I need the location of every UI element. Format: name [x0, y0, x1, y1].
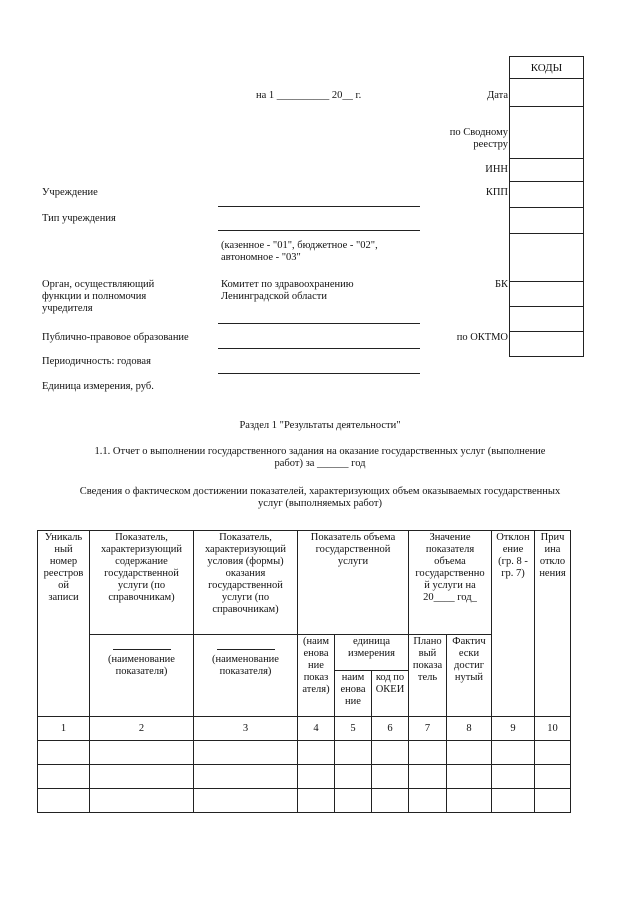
info-title: Сведения о фактическом достижении показателей, характеризующих объем оказываемых государственных услуг (выполняемых работ) — [79, 486, 561, 509]
header-actual: Фактич ески достиг нутый — [447, 635, 492, 717]
col-number: 2 — [90, 717, 194, 741]
col-number: 3 — [194, 717, 298, 741]
authority-value: Комитет по здравоохранению Ленинградской области — [221, 279, 354, 302]
code-cell-period[interactable] — [510, 307, 583, 332]
label-unit: Единица измерения, руб. — [42, 381, 154, 392]
header-okei-code: код по ОКЕИ — [372, 671, 409, 717]
institution-type-fill-line[interactable] — [218, 230, 420, 231]
table-row — [38, 765, 571, 789]
content-name-caption: (наименование показателя) — [108, 654, 175, 677]
table-cell[interactable] — [372, 765, 409, 789]
conditions-name-blank[interactable] — [217, 648, 275, 650]
label-bk: БК — [494, 279, 508, 290]
label-institution-type: Тип учреждения — [42, 213, 116, 224]
code-cell-inn[interactable] — [510, 159, 583, 182]
header-reason: Прич ина откло нения — [535, 531, 571, 717]
code-cell-date[interactable] — [510, 79, 583, 107]
label-periodicity: Периодичность: годовая — [42, 356, 151, 367]
table-cell[interactable] — [492, 741, 535, 765]
label-oktmo: по ОКТМО — [456, 332, 508, 343]
label-registry: по Сводному реестру — [449, 127, 508, 150]
institution-fill-line[interactable] — [218, 206, 420, 207]
col-number: 7 — [409, 717, 447, 741]
col-number: 1 — [38, 717, 90, 741]
col-number: 4 — [298, 717, 335, 741]
header-planned: Плано вый показа тель — [409, 635, 447, 717]
header-conditions-name — [194, 635, 298, 717]
institution-type-hint: (казенное - "01", бюджетное - "02", автономное - "03" — [221, 240, 378, 263]
table-cell[interactable] — [372, 741, 409, 765]
header-volume-indicator: Показатель объема государственной услуги — [298, 531, 409, 635]
table-cell[interactable] — [492, 789, 535, 813]
volume-indicators-table — [37, 530, 571, 813]
authority-fill-line[interactable] — [218, 323, 420, 324]
table-row — [38, 789, 571, 813]
table-cell[interactable] — [194, 789, 298, 813]
table-cell[interactable] — [38, 765, 90, 789]
table-cell[interactable] — [409, 741, 447, 765]
table-cell[interactable] — [38, 741, 90, 765]
table-cell[interactable] — [535, 765, 571, 789]
subsection-title: 1.1. Отчет о выполнении государственного задания на оказание государственных услуг (выполнение работ) за ______ год — [94, 446, 546, 469]
table-cell[interactable] — [90, 741, 194, 765]
table-cell[interactable] — [535, 741, 571, 765]
code-cell-oktmo[interactable] — [510, 282, 583, 307]
code-cell-unit[interactable] — [510, 332, 583, 357]
content-name-blank[interactable] — [113, 648, 171, 650]
col-number: 5 — [335, 717, 372, 741]
label-municipality: Публично-правовое образование — [42, 332, 189, 343]
label-authority: Орган, осуществляющий функции и полномочия учредителя — [42, 279, 155, 314]
table-cell[interactable] — [194, 741, 298, 765]
codes-header: КОДЫ — [510, 57, 583, 79]
col-number: 8 — [447, 717, 492, 741]
table-row — [38, 741, 571, 765]
label-institution: Учреждение — [42, 187, 98, 198]
header-unit-of-measure: единица измерения — [335, 635, 409, 671]
table-cell[interactable] — [447, 741, 492, 765]
header-unique-number: Уникаль ный номер реестров ой записи — [38, 531, 90, 717]
table-cell[interactable] — [298, 741, 335, 765]
code-cell-kpp[interactable] — [510, 182, 583, 208]
header-conditions-indicator: Показатель, характеризующий условия (формы) оказания государственной услуги (по справочникам) — [194, 531, 298, 635]
label-date: Дата — [487, 90, 508, 101]
table-cell[interactable] — [492, 765, 535, 789]
table-cell[interactable] — [535, 789, 571, 813]
header-unit-name: наим енова ние — [335, 671, 372, 717]
table-cell[interactable] — [409, 765, 447, 789]
header-deviation: Отклон ение (гр. 8 - гр. 7) — [492, 531, 535, 717]
table-cell[interactable] — [335, 741, 372, 765]
label-inn: ИНН — [485, 164, 508, 175]
col-number: 9 — [492, 717, 535, 741]
table-cell[interactable] — [90, 789, 194, 813]
table-cell[interactable] — [447, 765, 492, 789]
col-number: 6 — [372, 717, 409, 741]
codes-box — [509, 56, 584, 357]
table-cell[interactable] — [194, 765, 298, 789]
table-cell[interactable] — [409, 789, 447, 813]
table-cell[interactable] — [298, 789, 335, 813]
table-cell[interactable] — [372, 789, 409, 813]
table-cell[interactable] — [90, 765, 194, 789]
header-indicator-value: Значение показателя объема государственно й услуги на 20____ год_ — [409, 531, 492, 635]
code-cell-registry[interactable] — [510, 107, 583, 159]
header-volume-name: (наим енова ние показ ателя) — [298, 635, 335, 717]
periodicity-fill-line[interactable] — [218, 373, 420, 374]
conditions-name-caption: (наименование показателя) — [212, 654, 279, 677]
report-date-line: на 1 __________ 20__ г. — [256, 90, 362, 101]
table-cell[interactable] — [38, 789, 90, 813]
table-cell[interactable] — [335, 765, 372, 789]
table-cell[interactable] — [447, 789, 492, 813]
code-cell-bk[interactable] — [510, 234, 583, 282]
col-number: 10 — [535, 717, 571, 741]
section-title: Раздел 1 "Результаты деятельности" — [239, 420, 401, 431]
table-cell[interactable] — [298, 765, 335, 789]
header-content-name — [90, 635, 194, 717]
label-kpp: КПП — [485, 187, 508, 198]
code-cell-type[interactable] — [510, 208, 583, 234]
header-content-indicator: Показатель, характеризующий содержание государственной услуги (по справочникам) — [90, 531, 194, 635]
table-cell[interactable] — [335, 789, 372, 813]
municipality-fill-line[interactable] — [218, 348, 420, 349]
